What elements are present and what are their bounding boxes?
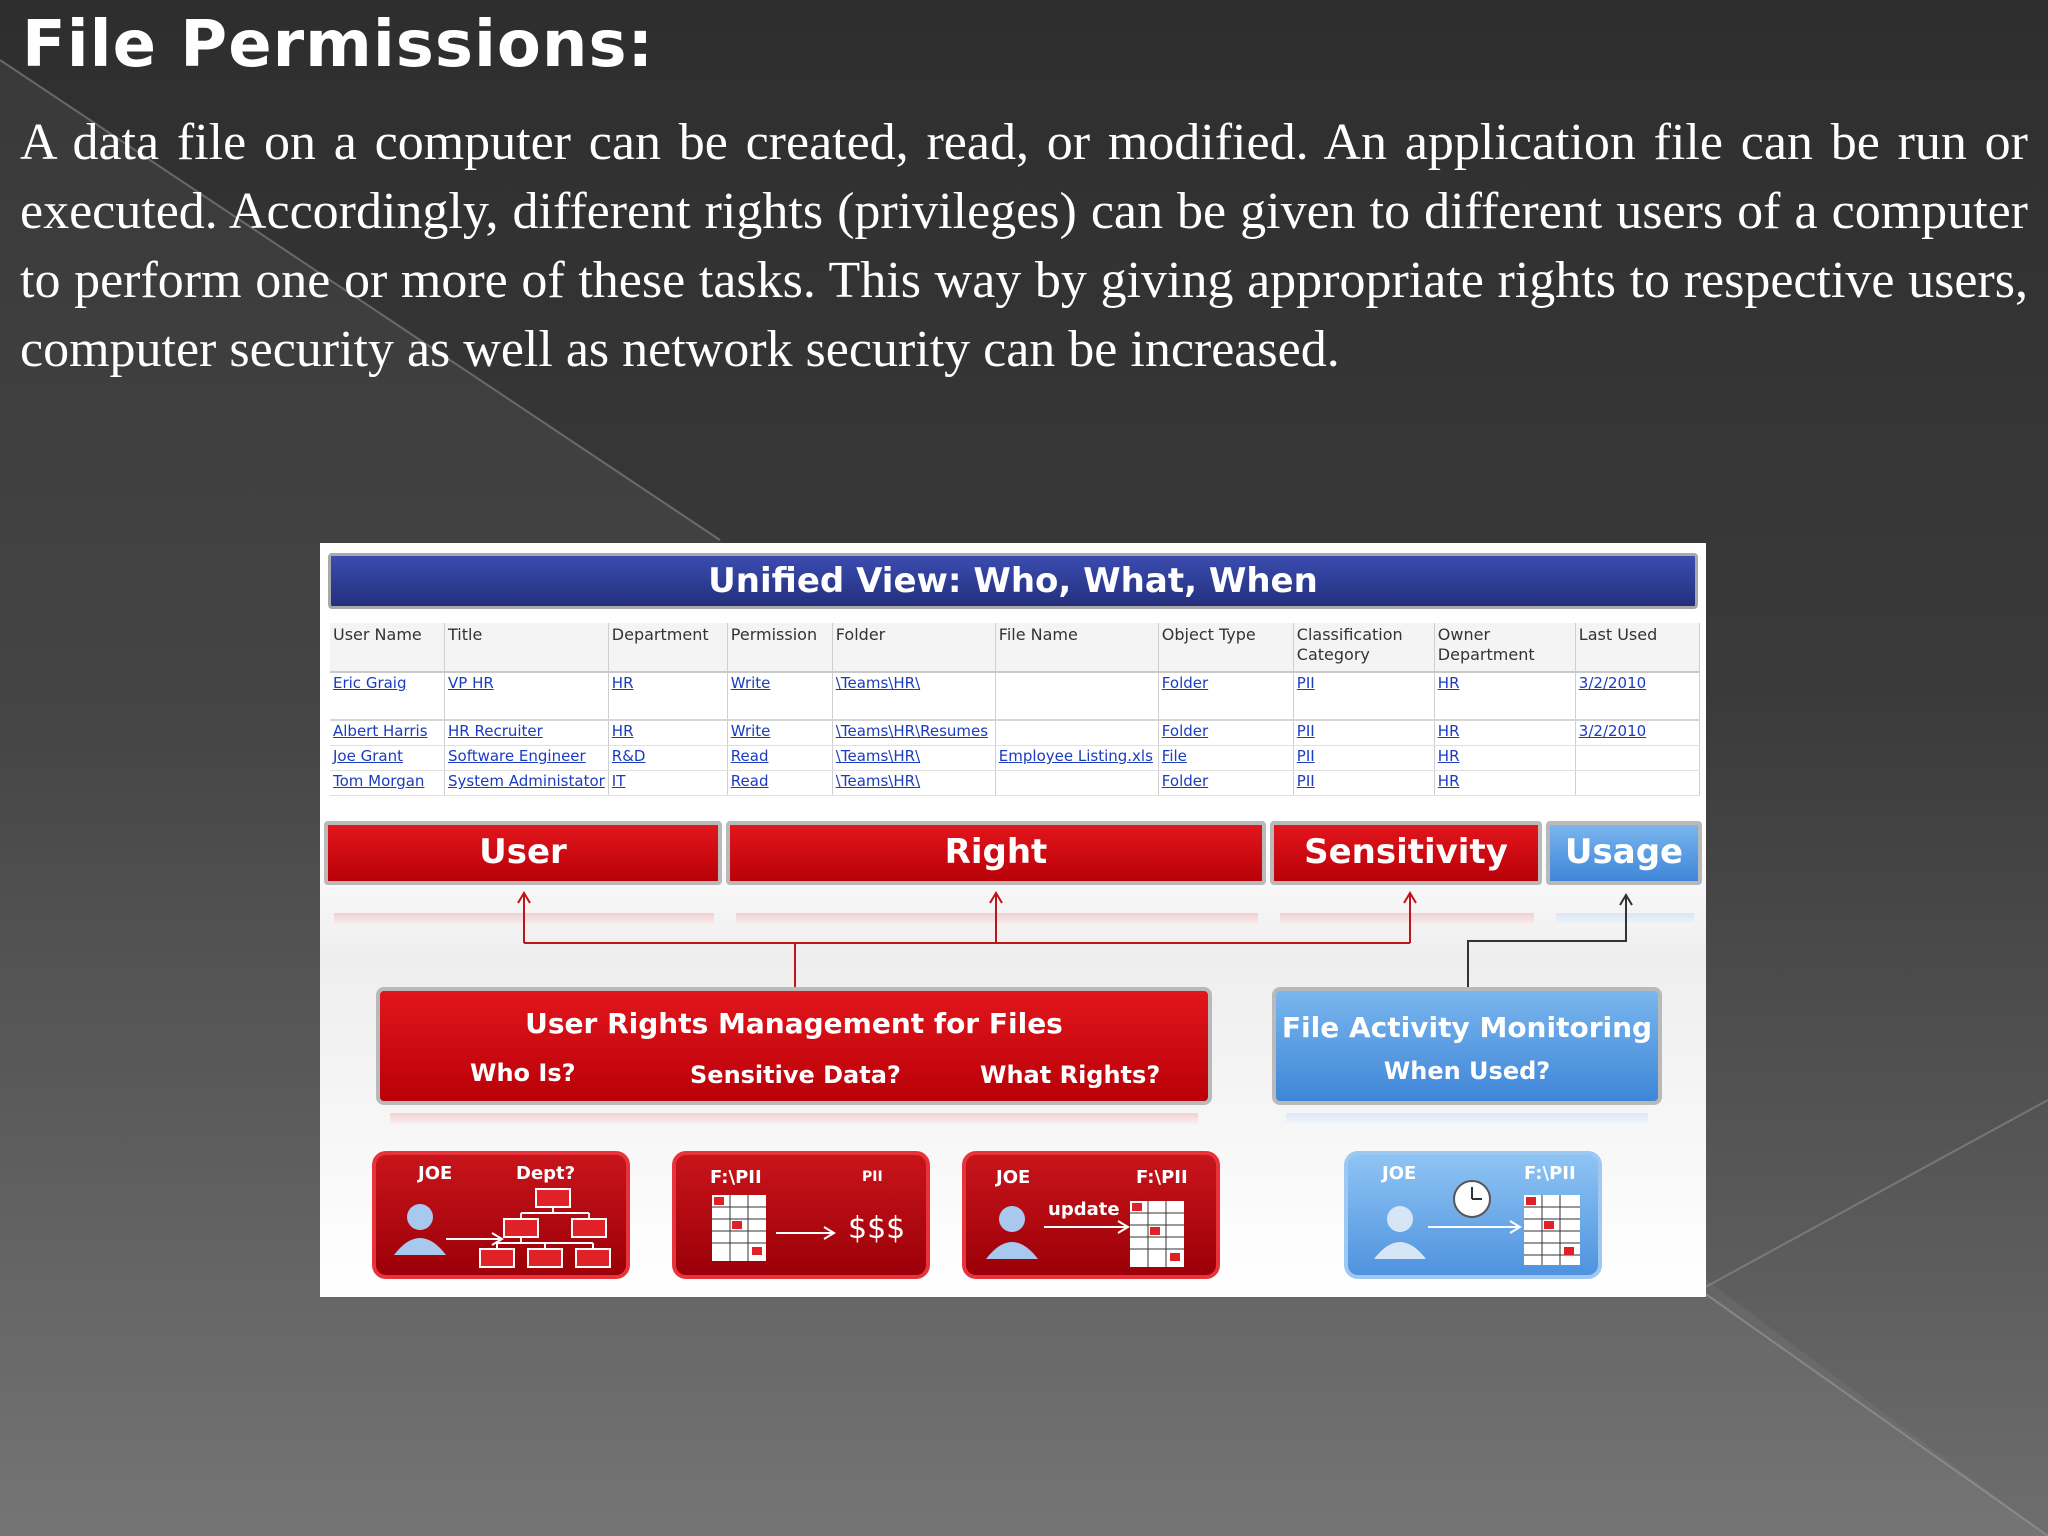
cell-object-type[interactable]: Folder — [1158, 720, 1293, 746]
cell-object-type[interactable]: Folder — [1158, 771, 1293, 796]
mini-user-dept — [372, 1151, 630, 1279]
urm-data-label: Sensitive Data? — [690, 1061, 901, 1089]
cell-permission[interactable]: Write — [727, 720, 832, 746]
cell-permission[interactable]: Write — [727, 672, 832, 720]
column-header: Folder — [832, 623, 995, 672]
cell-department[interactable]: HR — [608, 720, 727, 746]
cell-permission[interactable]: Read — [727, 746, 832, 771]
cell-user-name[interactable]: Joe Grant — [330, 746, 445, 771]
cell-permission[interactable]: Read — [727, 771, 832, 796]
cell-classification[interactable]: PII — [1293, 720, 1434, 746]
right-tab: Right — [726, 821, 1266, 885]
cell-owner-department[interactable]: HR — [1434, 746, 1575, 771]
cell-user-name[interactable]: Eric Graig — [330, 672, 445, 720]
slide-title: File Permissions: — [22, 8, 655, 82]
cell-title[interactable]: VP HR — [445, 672, 609, 720]
cell-file-name[interactable]: Employee Listing.xls — [995, 746, 1158, 771]
cell-folder[interactable]: \Teams\HR\ — [832, 746, 995, 771]
mini3-left-label: JOE — [996, 1167, 1031, 1188]
column-header: Classification Category — [1293, 623, 1434, 672]
cell-title[interactable]: HR Recruiter — [445, 720, 609, 746]
cell-department[interactable]: IT — [608, 771, 727, 796]
column-header: Title — [445, 623, 609, 672]
cell-object-type[interactable]: Folder — [1158, 672, 1293, 720]
mini3-right-label: F:\PII — [1136, 1167, 1188, 1188]
slide-body-text: A data file on a computer can be created, read, or modified. An application file can be run or executed. Accordingly, different rights (privileges) can be given to different users of a computer to perform one or more of these tasks. This way by giving appropriate rights to respective users, computer security as well as network security can be increased. — [20, 114, 2028, 378]
column-header: Permission — [727, 623, 832, 672]
cell-last-used[interactable]: 3/2/2010 — [1575, 720, 1699, 746]
cell-last-used[interactable]: 3/2/2010 — [1575, 672, 1699, 720]
urm-who-label: Who Is? — [470, 1059, 576, 1087]
column-header: Department — [608, 623, 727, 672]
sensitivity-tab: Sensitivity — [1270, 821, 1542, 885]
cell-owner-department[interactable]: HR — [1434, 720, 1575, 746]
mini1-left-label: JOE — [418, 1163, 453, 1184]
user-to-org-chart-icon — [376, 1155, 634, 1283]
cell-folder[interactable]: \Teams\HR\Resumes — [832, 720, 995, 746]
fam-title: File Activity Monitoring — [1281, 1011, 1653, 1044]
mini-user-time — [1344, 1151, 1602, 1279]
mini-user-update — [962, 1151, 1220, 1279]
mini1-right-label: Dept? — [516, 1163, 576, 1184]
cell-user-name[interactable]: Albert Harris — [330, 720, 445, 746]
unified-view-figure — [320, 543, 1706, 1297]
cell-folder[interactable]: \Teams\HR\ — [832, 771, 995, 796]
box-reflection — [390, 1113, 1198, 1127]
mini4-left-label: JOE — [1382, 1163, 1417, 1184]
mini4-right-label: F:\PII — [1524, 1163, 1576, 1184]
user-rights-management-box — [376, 987, 1212, 1105]
urm-rights-label: What Rights? — [980, 1061, 1161, 1089]
figure-banner: Unified View: Who, What, When — [328, 553, 1698, 609]
column-header: User Name — [330, 623, 445, 672]
column-header: Object Type — [1158, 623, 1293, 672]
cell-object-type[interactable]: File — [1158, 746, 1293, 771]
cell-owner-department[interactable]: HR — [1434, 771, 1575, 796]
cell-owner-department[interactable]: HR — [1434, 672, 1575, 720]
mini2-left-label: F:\PII — [710, 1167, 762, 1188]
urm-title: User Rights Management for Files — [525, 1007, 1063, 1040]
box-reflection — [1286, 1113, 1648, 1127]
column-header: Owner Department — [1434, 623, 1575, 672]
file-activity-monitoring-box — [1272, 987, 1662, 1105]
cell-department[interactable]: HR — [608, 672, 727, 720]
cell-classification[interactable]: PII — [1293, 746, 1434, 771]
cell-department[interactable]: R&D — [608, 746, 727, 771]
cell-user-name[interactable]: Tom Morgan — [330, 771, 445, 796]
column-header: Last Used — [1575, 623, 1699, 672]
usage-tab: Usage — [1546, 821, 1702, 885]
cell-classification[interactable]: PII — [1293, 771, 1434, 796]
user-tab: User — [324, 821, 722, 885]
cell-title[interactable]: Software Engineer — [445, 746, 609, 771]
cell-title[interactable]: System Administator — [445, 771, 609, 796]
mini-file-value — [672, 1151, 930, 1279]
mini3-mid-label: update — [1048, 1199, 1120, 1220]
mini2-value: $$$ — [848, 1211, 906, 1246]
mini2-right-label: PII — [862, 1169, 883, 1185]
cell-classification[interactable]: PII — [1293, 672, 1434, 720]
cell-folder[interactable]: \Teams\HR\ — [832, 672, 995, 720]
fam-when-label: When Used? — [1383, 1057, 1551, 1085]
column-header: File Name — [995, 623, 1158, 672]
